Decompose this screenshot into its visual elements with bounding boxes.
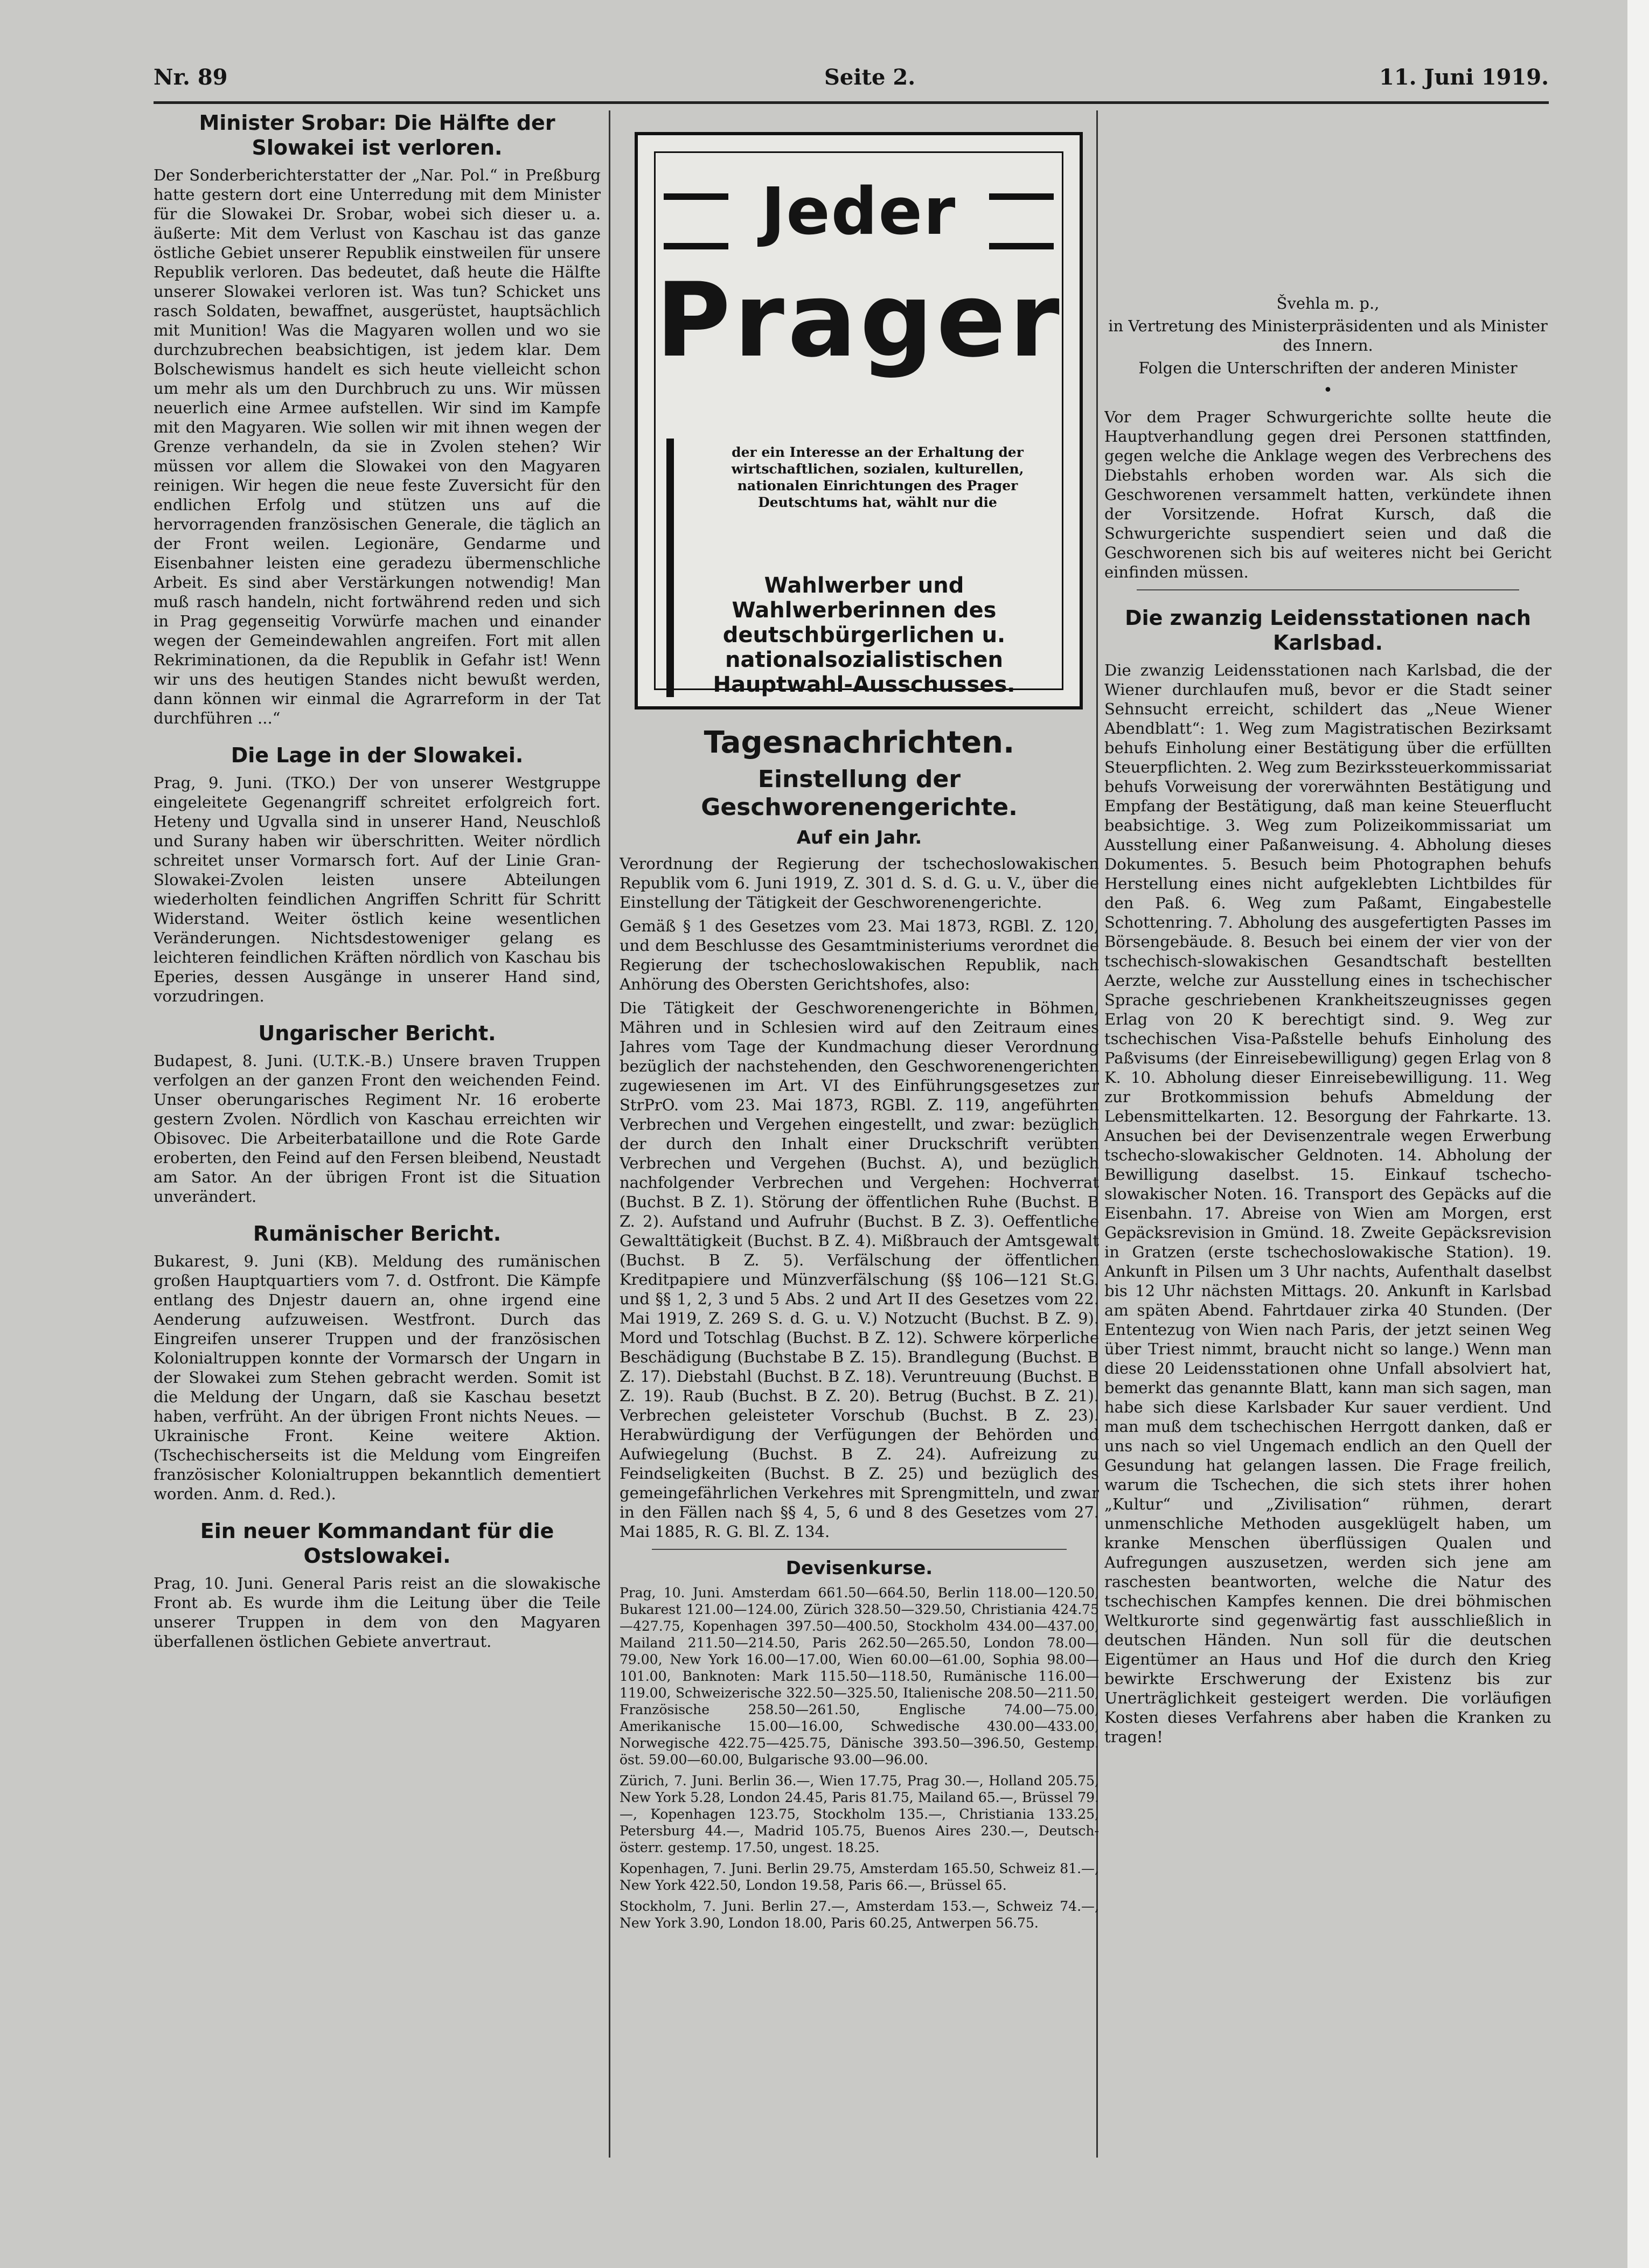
election-advertisement xyxy=(635,132,1083,709)
article-verordnung-intro: Verordnung der Regierung der tschechoslowakischen Republik vom 6. Juni 1919, Z. 301 d. S. d. G. u. V., über die Einstellung der Tätigkeit der Geschworenengerichte. xyxy=(620,854,1099,912)
separator-dot: • xyxy=(1323,381,1333,400)
column-right xyxy=(1104,110,1551,2158)
article-rumaenisch-text: Bukarest, 9. Juni (KB). Meldung des rumänischen großen Hauptquartiers vom 7. d. Ostfront. Die Kämpfe entlang des Dnjestr dauern an, ohne irgend eine Aenderung aufzuweisen. Westfront. Durch das Eingreifen unserer Truppen und der französischen Kolonialtruppen konnte der Vormarsch der Ungarn in der Slowakei zum Stehen gebracht werden. Somit ist die Meldung der Ungarn, daß sie Kaschau besetzt haben, verfrüht. An der übrigen Front nichts Neues. — Ukrainische Front. Keine weitere Aktion. (Tschechischerseits ist die Meldung vom Eingreifen französischer Kolonialtruppen bekanntlich dementiert worden. Anm. d. Red.). xyxy=(154,1252,601,1503)
subheadline-ein-jahr: Auf ein Jahr. xyxy=(796,827,922,848)
ad-small-text: der ein Interesse an der Erhaltung der wirtschaftlichen, sozialen, kulturellen, nationalen Einrichtungen des Prager Deutschtums hat, wählt nur die xyxy=(731,444,1024,510)
ad-big-text: Wahlwerber und Wahlwerberinnen des deutschbürgerlichen u. nationalsozialistischen Hauptwahl-Ausschusses. xyxy=(713,573,1015,697)
article-schwurgericht-text: Vor dem Prager Schwurgerichte sollte heute die Hauptverhandlung gegen drei Personen stattfinden, gegen welche die Anklage wegen des Verbrechens des Diebstahls erhoben worden war. Als sich die Geschworenen versammelt hatten, verkündete ihnen der Vorsitzende. Hofrat Kursch, daß die Schwurgerichte suspendiert seien und daß die Geschworenen sich bis auf weiteres nicht bei Gericht einfinden müssen. xyxy=(1104,408,1551,581)
rates-kopenhagen: Kopenhagen, 7. Juni. Berlin 29.75, Amsterdam 165.50, Schweiz 81.—, New York 422.50, London 19.58, Paris 66.—, Brüssel 65. xyxy=(620,1861,1099,1893)
section-tagesnachrichten: Tagesnachrichten. xyxy=(704,725,1015,760)
headline-rumaenischer-bericht: Rumänischer Bericht. xyxy=(253,1222,502,1246)
ad-line-jeder: Jeder xyxy=(761,175,957,249)
column-divider xyxy=(609,110,610,2158)
signature-others: Folgen die Unterschriften der anderen Minister xyxy=(1138,359,1518,377)
headline-devisenkurse: Devisenkurse. xyxy=(785,1557,933,1579)
divider xyxy=(652,1549,1067,1550)
headline-lage-slowakei: Die Lage in der Slowakei. xyxy=(231,743,524,767)
page-number: Seite 2. xyxy=(824,65,916,90)
column-middle xyxy=(620,110,1099,2158)
page-header xyxy=(154,65,1549,97)
article-leidensstationen-text: Die zwanzig Leidensstationen nach Karlsbad, die der Wiener durchlaufen muß, bevor er die Stadt seiner Sehnsucht erreicht, schildert das „Neue Wiener Abendblatt“: 1. Weg zum Magistratischen Bezirksamt behufs Einholung einer Bestätigung über die erfüllten Steuerpflichten. 2. Weg zum Bezirkssteuerkommissariat behufs Vorweisung der vorerwähnten Bestätigung und Empfang der Bestätigung, daß man keine Steuerflucht beabsichtige. 3. Weg zum Polizeikommissariat um Ausstellung einer Paßanweisung. 4. Abholung dieses Dokumentes. 5. Besuch beim Photographen behufs Herstellung eines nicht aufgeklebten Lichtbildes für den Paß. 6. Weg zum Paßamt, Eingabestelle Schottenring. 7. Abholung des ausgefertigten Passes im Börsengebäude. 8. Besuch bei einem der vier von der tschechisch-slowakischen Gesandtschaft bestellten Aerzte, welche zur Ausstellung eines in tschechischer Sprache geschriebenen Krankheitszeugnisses gegen Erlag von 20 K berechtigt sind. 9. Weg zur tschechischen Visa-Paßstelle behufs Einholung des Paßvisums (der Einreisebewilligung) gegen Erlag von 8 K. 10. Abholung dieser Einreisebewilligung. 11. Weg zur Brotkommission behufs Abmeldung der Lebensmittelkarten. 12. Besorgung der Fahrkarte. 13. Ansuchen bei der Devisenzentrale wegen Erwerbung tschecho-slowakischer Geldnoten. 14. Abholung der Bewilligung daselbst. 15. Einkauf tschecho-slowakischer Noten. 16. Transport des Gepäcks auf die Eisenbahn. 17. Abreise von Wien am Morgen, erst Gepäcksrevision in Gmünd. 18. Zweite Gepäcksrevision in Gratzen (erste tschechoslowakische Station). 19. Ankunft in Pilsen um 3 Uhr nachts, Aufenthalt daselbst bis 12 Uhr nächsten Mittags. 20. Ankunft in Karlsbad am späten Abend. Fahrtdauer zirka 40 Stunden. (Der Ententezug von Wien nach Paris, der jetzt seinen Weg über Triest nimmt, braucht nicht so lange.) Wenn man diese 20 Leidensstationen ohne Unfall absolviert hat, bemerkt das genannte Blatt, kann man sich sagen, man habe sich diese Karlsbader Kur sauer verdient. Und man muß dem tschechischen Herrgott danken, daß er uns nach so viel Ungemach endlich an den Quell der Gesundung hat gelangen lassen. Die Frage freilich, warum die Tschechen, die sich stets ihrer hohen „Kultur“ und „Zivilisation“ rühmen, derart unmenschliche Methoden ausgeklügelt haben, um kranke Menschen überflüssigen Qualen und Aufregungen auszusetzen, werden sich jene am raschesten beantworten, welche die Natur des tschechischen Kampfes kennen. Die drei böhmischen Weltkurorte sind gegenwärtig fast ausschließlich in deutschen Händen. Nun soll für die deutschen Eigentümer an Haus und Hof die durch den Krieg bewirkte Erschwerung der Existenz bis zur Unerträglichkeit gesteigert werden. Die vorläufigen Kosten dieses Verfahrens aber haben die Kranken zu tragen! xyxy=(1104,661,1551,1746)
signature-title: in Vertretung des Ministerpräsidenten und als Minister des Innern. xyxy=(1108,317,1548,354)
signature-name: Švehla m. p., xyxy=(1276,294,1380,312)
rates-zuerich: Zürich, 7. Juni. Berlin 36.—, Wien 17.75, Prag 30.—, Holland 205.75, New York 5.28, London 24.45, Paris 81.75, Mailand 65.—, Brüssel 79.—, Kopenhagen 123.75, Stockholm 135.—, Christiania 133.25, Petersburg 44.—, Madrid 105.75, Buenos Aires 230.—, Deutsch-österr. gestemp. 17.50, ungest. 18.25. xyxy=(620,1773,1099,1855)
article-lage-text: Prag, 9. Juni. (TKO.) Der von unserer Westgruppe eingeleitete Gegenangriff schreitet erfolgreich fort. Heteny und Ugvalla sind in unserer Hand, Neuschloß und Surany haben wir überschritten. Weiter nördlich schreitet unser Vormarsch fort. Auf der Linie Gran-Slowakei-Zvolen leisten unsere Abteilungen wiederholten feindlichen Angriffen Schritt für Schritt Widerstand. Weiter östlich keine wesentlichen Veränderungen. Nichtsdestoweniger gelang es leichteren feindlichen Kräften nördlich von Kaschau bis Eperies, dessen Ausgänge in unserer Hand sind, vorzudringen. xyxy=(154,774,601,1005)
headline-geschworenengerichte: Einstellung der Geschworenengerichte. xyxy=(701,766,1018,821)
article-ungarisch-text: Budapest, 8. Juni. (U.T.K.-B.) Unsere braven Truppen verfolgen an der ganzen Front den weichenden Feind. Unser oberungarisches Regiment Nr. 16 eroberte gestern Zvolen. Nördlich von Kaschau erreichten wir Obisovec. Die Arbeiterbataillone und die Rote Garde eroberten, den Feind auf den Fersen bleibend, Neustadt am Sator. An der übrigen Front ist die Situation unverändert. xyxy=(154,1052,601,1206)
exchange-rates xyxy=(620,1584,1099,1931)
headline-srobar: Minister Srobar: Die Hälfte der Slowakei ist verloren. xyxy=(199,111,555,159)
issue-date: 11. Juni 1919. xyxy=(1379,65,1549,90)
column-left xyxy=(154,110,601,2158)
headline-neuer-kommandant: Ein neuer Kommandant für die Ostslowakei. xyxy=(200,1519,554,1568)
ad-ornament xyxy=(666,439,674,697)
rates-stockholm: Stockholm, 7. Juni. Berlin 27.—, Amsterdam 153.—, Schweiz 74.—, New York 3.90, London 18.00, Paris 60.25, Antwerpen 56.75. xyxy=(620,1898,1099,1931)
article-srobar-text: Der Sonderberichterstatter der „Nar. Pol.“ in Preßburg hatte gestern dort eine Unterredung mit dem Minister für die Slowakei Dr. Srobar, wobei sich dieser u. a. äußerte: Mit dem Verlust von Kaschau ist das ganze östliche Gebiet unserer Republik einstweilen für unsere Republik verloren. Das bedeutet, daß heute die Hälfte unserer Slowakei verloren ist. Was tun? Schicket uns rasch Soldaten, bewaffnet, ausgerüstet, hauptsächlich mit Munition! Was die Magyaren wollen und wo sie durchzubrechen beabsichtigen, ist jedem klar. Dem Bolschewismus handelt es sich heute vielleicht schon um mehr als um den Durchbruch zu uns. Wir müssen neuerlich eine Armee aufstellen. Wir sind im Kampfe mit den Magyaren. Wie sollen wir mit ihnen wegen der Grenze verhandeln, da sie in Zvolen stehen? Wir müssen vor allem die Slowakei von den Magyaren reinigen. Wir hegen die neue feste Zuversicht für den endlichen Erfolg und stützen uns auf die hervorragenden französischen Generale, die täglich an der Front weilen. Legionäre, Gendarme und Eisenbahner leisten eine geradezu übermenschliche Arbeit. Es sind aber Verstärkungen notwendig! Man muß rasch handeln, nicht fortwährend reden und sich in Prag gegenseitig Vorwürfe machen und einander wegen der Gemeindewahlen angreifen. Fort mit allen Rekriminationen, da die Republik in Gefahr ist! Wenn wir uns des heutigen Standes nicht bewußt werden, dann können wir einmal die Agrarreform in der Tat durchführen ...“ xyxy=(154,166,601,727)
rates-prag: Prag, 10. Juni. Amsterdam 661.50—664.50, Berlin 118.00—120.50, Bukarest 121.00—124.00, Zürich 328.50—329.50, Christiania 424.75—427.75, Kopenhagen 397.50—400.50, Stockholm 434.00—437.00, Mailand 211.50—214.50, Paris 262.50—265.50, London 78.00—79.00, New York 16.00—17.00, Wien 60.00—61.00, Sophia 98.00—101.00, Banknoten: Mark 115.50—118.50, Rumänische 116.00—119.00, Schweizerische 322.50—325.50, Italienische 208.50—211.50, Französische 258.50—261.50, Englische 74.00—75.00, Amerikanische 15.00—16.00, Schwedische 430.00—433.00, Norwegische 422.75—425.75, Dänische 393.50—396.50, Gestemp. öst. 59.00—60.00, Bulgarische 93.00—96.00. xyxy=(620,1585,1099,1768)
article-verordnung-text: Die Tätigkeit der Geschworenengerichte in Böhmen, Mähren und in Schlesien wird auf den Zeitraum eines Jahres vom Tage der Kundmachung dieser Verordnung bezüglich der nachstehenden, den Geschworenengerichten zugewiesenen im Art. VI des Einführungsgesetzes zur StrPrO. vom 23. Mai 1873, RGBl. Z. 119, angeführten Verbrechen und Vergehen eingestellt, und zwar: bezüglich der durch den Inhalt einer Druckschrift verübten Verbrechen und Vergehen (Buchst. A), und bezüglich nachfolgender Verbrechen und Vergehen: Hochverrat (Buchst. B Z. 1). Störung der öffentlichen Ruhe (Buchst. B Z. 2). Aufstand und Aufruhr (Buchst. B Z. 3). Oeffentliche Gewalttätigkeit (Buchst. B Z. 4). Mißbrauch der Amtsgewalt (Buchst. B Z. 5). Verfälschung der öffentlichen Kreditpapiere und Münzverfälschung (§§ 106—121 St.G. und §§ 1, 2, 3 und 5 Abs. 2 und Art II des Gesetzes vom 22. Mai 1919, Z. 269 S. d. G. u. V.) Notzucht (Buchst. B Z. 9). Mord und Totschlag (Buchst. B Z. 12). Schwere körperliche Beschädigung (Buchstabe B Z. 15). Brandlegung (Buchst. B Z. 17). Diebstahl (Buchst. B Z. 18). Veruntreuung (Buchst. B Z. 19). Raub (Buchst. B Z. 20). Betrug (Buchst. B Z. 21). Verbrechen geleisteter Vorschub (Buchst. B Z. 23). Herabwürdigung der Verfügungen der Behörden und Aufwiegelung (Buchst. B Z. 24). Aufreizung zu Feindseligkeiten (Buchst. B Z. 25) und bezüglich des gemeingefährlichen Verkehres mit Sprengmitteln, und zwar in den Fällen nach §§ 4, 5, 6 und 8 des Gesetzes vom 27. Mai 1885, R. G. Bl. Z. 134. xyxy=(620,999,1099,1541)
ad-line-prager: Prager xyxy=(656,261,1063,380)
article-verordnung-gemaess: Gemäß § 1 des Gesetzes vom 23. Mai 1873, RGBl. Z. 120, und dem Beschlusse des Gesamtministeriums verordnet die Regierung der tschechoslowakischen Republik, nach Anhörung des Obersten Gerichtshofes, also: xyxy=(620,917,1099,993)
headline-ungarischer-bericht: Ungarischer Bericht. xyxy=(258,1021,496,1045)
page-edge xyxy=(1627,0,1649,2268)
divider xyxy=(1137,589,1519,590)
header-rule xyxy=(154,101,1549,104)
issue-number: Nr. 89 xyxy=(154,65,228,90)
article-kommandant-text: Prag, 10. Juni. General Paris reist an die slowakische Front ab. Es wurde ihm die Leitung über die Teile unserer Truppen in dem von den Magyaren überfallenen östlichen Gebiete anvertraut. xyxy=(154,1574,601,1651)
headline-leidensstationen: Die zwanzig Leidensstationen nach Karlsbad. xyxy=(1125,606,1531,655)
